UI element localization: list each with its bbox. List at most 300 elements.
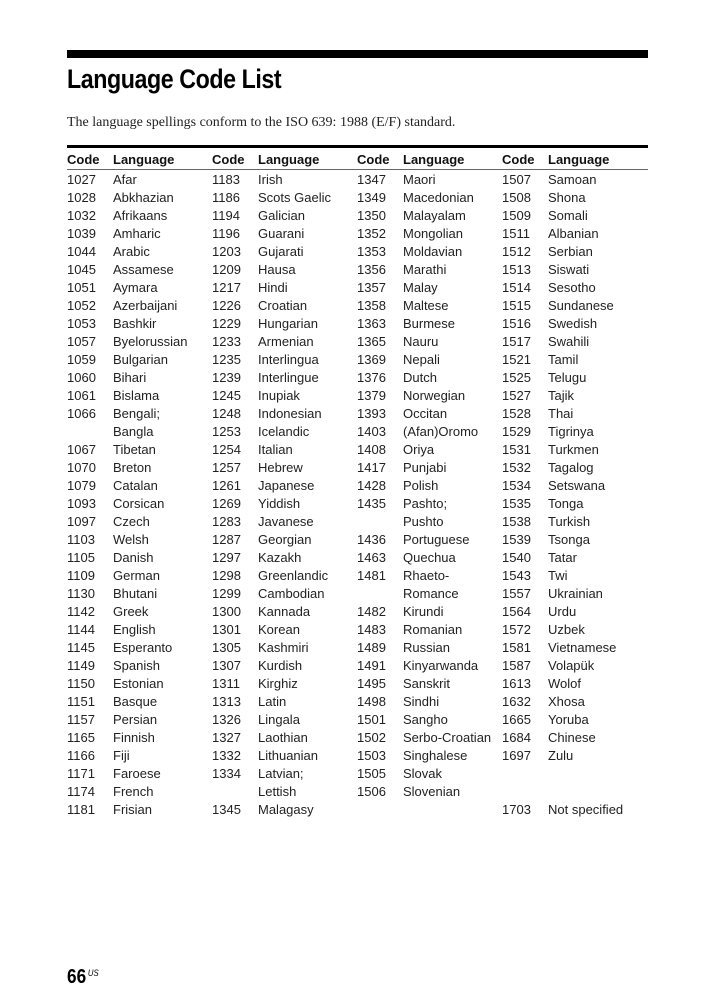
language-name: Persian	[113, 711, 158, 727]
table-header	[67, 150, 212, 168]
language-code: 1495	[357, 675, 386, 691]
table-row	[212, 314, 357, 332]
table-row	[212, 548, 357, 566]
language-code: 1538	[502, 513, 531, 529]
language-name: Telugu	[548, 369, 587, 385]
table-top-rule	[67, 145, 648, 148]
page-title: Language Code List	[67, 64, 282, 94]
table-row	[502, 638, 647, 656]
table-row	[212, 800, 357, 818]
table-row	[357, 458, 502, 476]
language-name: Uzbek	[548, 621, 585, 637]
language-code: 1508	[502, 189, 531, 205]
table-column-2	[212, 150, 357, 818]
language-name: Albanian	[548, 225, 599, 241]
table-row	[357, 602, 502, 620]
language-code: 1539	[502, 531, 531, 547]
language-name: Turkish	[548, 513, 591, 529]
table-row	[212, 404, 357, 422]
language-code: 1507	[502, 171, 531, 187]
language-code: 1463	[357, 549, 386, 565]
language-code: 1311	[212, 675, 240, 691]
language-name: Mongolian	[403, 225, 463, 241]
language-code: 1334	[212, 765, 241, 781]
table-row	[357, 764, 502, 782]
language-code: 1097	[67, 513, 96, 529]
table-row	[502, 188, 647, 206]
language-code: 1529	[502, 423, 531, 439]
language-code: 1217	[212, 279, 241, 295]
language-name: Romanian	[403, 621, 463, 637]
language-code: 1053	[67, 315, 96, 331]
table-row	[67, 260, 212, 278]
table-row	[212, 206, 357, 224]
table-row	[502, 242, 647, 260]
page-subtitle: The language spellings conform to the ISO 639: 1988 (E/F) standard.	[67, 115, 456, 130]
language-name: Inupiak	[258, 387, 300, 403]
language-name: Hungarian	[258, 315, 318, 331]
language-code: 1052	[67, 297, 96, 313]
table-row	[67, 638, 212, 656]
language-name: Lettish	[258, 783, 297, 799]
table-row	[502, 746, 647, 764]
language-code: 1203	[212, 243, 241, 259]
language-code: 1235	[212, 351, 241, 367]
language-code: 1534	[502, 477, 531, 493]
language-code: 1059	[67, 351, 96, 367]
table-row	[67, 170, 212, 188]
table-row	[212, 656, 357, 674]
language-code: 1045	[67, 261, 96, 277]
language-code: 1369	[357, 351, 386, 367]
language-name: Tajik	[548, 387, 575, 403]
language-code: 1703	[502, 801, 531, 817]
language-code: 1535	[502, 495, 531, 511]
language-code: 1165	[67, 729, 95, 745]
language-name: Oriya	[403, 441, 435, 457]
table-row	[357, 224, 502, 242]
table-row	[212, 332, 357, 350]
language-name: Dutch	[403, 369, 437, 385]
table-row	[212, 782, 357, 800]
language-name: Malayalam	[403, 207, 466, 223]
table-row	[67, 278, 212, 296]
language-name: Interlingua	[258, 351, 319, 367]
language-code: 1300	[212, 603, 241, 619]
table-row	[502, 692, 647, 710]
language-name: Sangho	[403, 711, 448, 727]
language-code: 1307	[212, 657, 241, 673]
table-row	[357, 512, 502, 530]
table-row	[357, 386, 502, 404]
table-column-3	[357, 150, 502, 818]
table-row	[502, 368, 647, 386]
language-code: 1066	[67, 405, 96, 421]
language-code: 1684	[502, 729, 531, 745]
language-name: Ukrainian	[548, 585, 603, 601]
language-name: Georgian	[258, 531, 312, 547]
header-code: Code	[357, 151, 390, 167]
table-row	[357, 260, 502, 278]
table-row	[212, 350, 357, 368]
language-name: Welsh	[113, 531, 149, 547]
table-row	[67, 350, 212, 368]
table-row	[212, 746, 357, 764]
table-column-1	[67, 150, 212, 818]
table-row	[357, 494, 502, 512]
table-row	[357, 620, 502, 638]
language-code: 1501	[357, 711, 386, 727]
table-row	[357, 638, 502, 656]
language-name: Maori	[403, 171, 436, 187]
language-name: Marathi	[403, 261, 447, 277]
language-name: Japanese	[258, 477, 315, 493]
language-code: 1032	[67, 207, 96, 223]
table-row	[357, 728, 502, 746]
language-name: Bihari	[113, 369, 147, 385]
language-name: Fiji	[113, 747, 130, 763]
table-row	[212, 296, 357, 314]
table-row	[357, 368, 502, 386]
table-header	[502, 150, 647, 168]
table-row	[357, 332, 502, 350]
language-code: 1145	[67, 639, 95, 655]
language-name: Guarani	[258, 225, 305, 241]
table-row	[357, 314, 502, 332]
language-code: 1245	[212, 387, 241, 403]
language-code: 1151	[67, 693, 95, 709]
table-row	[502, 386, 647, 404]
language-name: Malay	[403, 279, 438, 295]
language-code: 1103	[67, 531, 95, 547]
language-code: 1532	[502, 459, 531, 475]
table-row	[67, 206, 212, 224]
table-row	[502, 440, 647, 458]
table-row	[357, 206, 502, 224]
table-row	[67, 764, 212, 782]
table-row	[212, 458, 357, 476]
language-code: 1483	[357, 621, 386, 637]
language-code: 1482	[357, 603, 386, 619]
language-code: 1528	[502, 405, 531, 421]
table-row	[67, 440, 212, 458]
language-code: 1435	[357, 495, 386, 511]
language-code: 1513	[502, 261, 531, 277]
language-name: Catalan	[113, 477, 158, 493]
table-row	[357, 548, 502, 566]
language-name: Tagalog	[548, 459, 594, 475]
language-code: 1540	[502, 549, 531, 565]
language-name: Kurdish	[258, 657, 303, 673]
table-row	[357, 476, 502, 494]
language-name: Somali	[548, 207, 588, 223]
language-code: 1105	[67, 549, 95, 565]
language-name: Arabic	[113, 243, 150, 259]
table-row	[212, 728, 357, 746]
table-row	[502, 422, 647, 440]
language-code: 1149	[67, 657, 95, 673]
language-name: Norwegian	[403, 387, 466, 403]
table-row	[357, 746, 502, 764]
language-code: 1352	[357, 225, 386, 241]
language-code: 1079	[67, 477, 96, 493]
language-code: 1229	[212, 315, 241, 331]
language-code: 1428	[357, 477, 386, 493]
table-row	[502, 404, 647, 422]
table-row	[67, 800, 212, 818]
language-code: 1557	[502, 585, 531, 601]
table-row	[502, 350, 647, 368]
table-row	[502, 728, 647, 746]
language-name: Occitan	[403, 405, 448, 421]
language-code: 1353	[357, 243, 386, 259]
language-code: 1181	[67, 801, 95, 817]
language-code: 1613	[502, 675, 531, 691]
language-code: 1357	[357, 279, 386, 295]
table-row	[67, 602, 212, 620]
table-row	[67, 404, 212, 422]
region-code: US	[87, 968, 99, 978]
language-name: Bengali;	[113, 405, 160, 421]
table-row	[67, 512, 212, 530]
language-code: 1194	[212, 207, 240, 223]
language-name: Swedish	[548, 315, 598, 331]
header-code: Code	[212, 151, 245, 167]
table-row	[357, 278, 502, 296]
language-code: 1332	[212, 747, 241, 763]
language-name: German	[113, 567, 160, 583]
table-row	[67, 584, 212, 602]
table-row	[212, 260, 357, 278]
language-name: Bangla	[113, 423, 154, 439]
table-row	[502, 602, 647, 620]
page-number-value: 66	[67, 966, 87, 988]
language-name: Punjabi	[403, 459, 447, 475]
language-name: Tamil	[548, 351, 579, 367]
table-row	[502, 494, 647, 512]
table-row	[502, 584, 647, 602]
table-row	[502, 224, 647, 242]
language-code: 1516	[502, 315, 531, 331]
language-name: Indonesian	[258, 405, 322, 421]
header-language: Language	[548, 151, 610, 167]
language-code: 1028	[67, 189, 96, 205]
language-code: 1491	[357, 657, 386, 673]
language-code: 1044	[67, 243, 96, 259]
table-row	[502, 260, 647, 278]
table-row	[212, 620, 357, 638]
language-code: 1313	[212, 693, 241, 709]
language-name: Sesotho	[548, 279, 596, 295]
language-name: Malagasy	[258, 801, 314, 817]
table-row	[67, 422, 212, 440]
language-name: Siswati	[548, 261, 590, 277]
language-name: Basque	[113, 693, 158, 709]
table-row	[357, 530, 502, 548]
header-code: Code	[67, 151, 100, 167]
table-row	[67, 782, 212, 800]
table-row	[212, 512, 357, 530]
language-code: 1248	[212, 405, 241, 421]
language-name: Danish	[113, 549, 154, 565]
table-row	[67, 746, 212, 764]
language-code: 1436	[357, 531, 386, 547]
table-row	[212, 188, 357, 206]
language-name: Scots Gaelic	[258, 189, 331, 205]
language-name: Tibetan	[113, 441, 156, 457]
language-code: 1327	[212, 729, 241, 745]
table-row	[357, 584, 502, 602]
table-row	[67, 314, 212, 332]
table-row	[67, 566, 212, 584]
language-name: Wolof	[548, 675, 581, 691]
table-row	[502, 530, 647, 548]
language-name: Vietnamese	[548, 639, 617, 655]
table-row	[212, 368, 357, 386]
language-code: 1509	[502, 207, 531, 223]
language-name: Twi	[548, 567, 568, 583]
language-name: Faroese	[113, 765, 161, 781]
language-name: Armenian	[258, 333, 314, 349]
language-name: (Afan)Oromo	[403, 423, 479, 439]
language-name: Russian	[403, 639, 450, 655]
language-name: Rhaeto-	[403, 567, 450, 583]
table-row	[502, 566, 647, 584]
language-code: 1587	[502, 657, 531, 673]
language-code: 1283	[212, 513, 241, 529]
language-name: Afar	[113, 171, 137, 187]
table-row	[212, 242, 357, 260]
language-name: Serbo-Croatian	[403, 729, 492, 745]
language-name: Korean	[258, 621, 300, 637]
language-name: Quechua	[403, 549, 456, 565]
table-row	[357, 404, 502, 422]
table-row	[212, 170, 357, 188]
header-language: Language	[113, 151, 175, 167]
table-row	[212, 584, 357, 602]
language-name: Moldavian	[403, 243, 463, 259]
language-name: Czech	[113, 513, 150, 529]
table-row	[502, 278, 647, 296]
language-code: 1070	[67, 459, 96, 475]
language-code: 1403	[357, 423, 386, 439]
language-name: Pashto;	[403, 495, 448, 511]
language-code: 1027	[67, 171, 96, 187]
language-code: 1514	[502, 279, 531, 295]
language-code: 1142	[67, 603, 95, 619]
table-row	[502, 458, 647, 476]
language-name: Hindi	[258, 279, 288, 295]
language-name: Sanskrit	[403, 675, 450, 691]
language-code: 1305	[212, 639, 241, 655]
table-row	[502, 476, 647, 494]
language-name: Serbian	[548, 243, 593, 259]
table-row	[502, 296, 647, 314]
language-name: Croatian	[258, 297, 308, 313]
table-row	[67, 458, 212, 476]
language-name: Kirundi	[403, 603, 444, 619]
language-name: Tatar	[548, 549, 577, 565]
table-row	[67, 548, 212, 566]
table-row	[357, 656, 502, 674]
table-row	[212, 764, 357, 782]
language-name: Hebrew	[258, 459, 303, 475]
language-code: 1269	[212, 495, 241, 511]
language-name: Lingala	[258, 711, 300, 727]
language-name: Irish	[258, 171, 283, 187]
table-row	[212, 530, 357, 548]
table-row	[67, 692, 212, 710]
language-name: Tigrinya	[548, 423, 594, 439]
language-code: 1209	[212, 261, 241, 277]
language-name: Azerbaijani	[113, 297, 178, 313]
language-name: Hausa	[258, 261, 296, 277]
language-code: 1150	[67, 675, 95, 691]
language-name: Yiddish	[258, 495, 301, 511]
table-row	[212, 476, 357, 494]
table-row	[212, 440, 357, 458]
language-name: Kazakh	[258, 549, 302, 565]
language-name: Bulgarian	[113, 351, 168, 367]
language-code: 1506	[357, 783, 386, 799]
language-code-table	[67, 150, 657, 818]
language-name: Xhosa	[548, 693, 585, 709]
language-code: 1174	[67, 783, 95, 799]
language-code: 1349	[357, 189, 386, 205]
language-name: Kashmiri	[258, 639, 309, 655]
table-row	[357, 566, 502, 584]
language-name: Slovak	[403, 765, 443, 781]
table-row	[357, 440, 502, 458]
table-row	[212, 386, 357, 404]
table-row	[357, 710, 502, 728]
language-code: 1093	[67, 495, 96, 511]
language-name: Kannada	[258, 603, 311, 619]
table-row	[357, 170, 502, 188]
language-name: Not specified	[548, 801, 624, 817]
language-name: Tsonga	[548, 531, 590, 547]
language-name: Latvian;	[258, 765, 304, 781]
table-row	[67, 188, 212, 206]
language-name: Chinese	[548, 729, 596, 745]
language-code: 1417	[357, 459, 386, 475]
table-row	[502, 332, 647, 350]
language-code: 1109	[67, 567, 95, 583]
table-row	[357, 188, 502, 206]
table-row	[502, 620, 647, 638]
table-row	[67, 386, 212, 404]
language-code: 1171	[67, 765, 95, 781]
language-name: Frisian	[113, 801, 153, 817]
language-name: Turkmen	[548, 441, 599, 457]
language-name: Bashkir	[113, 315, 157, 331]
language-name: Cambodian	[258, 585, 325, 601]
language-name: Corsican	[113, 495, 165, 511]
table-row	[67, 224, 212, 242]
language-name: Swahili	[548, 333, 590, 349]
language-name: Kirghiz	[258, 675, 298, 691]
language-name: Sundanese	[548, 297, 614, 313]
language-name: Volapük	[548, 657, 595, 673]
table-row	[212, 710, 357, 728]
language-code: 1166	[67, 747, 95, 763]
language-name: Urdu	[548, 603, 577, 619]
language-code: 1299	[212, 585, 241, 601]
language-name: Polish	[403, 477, 439, 493]
table-row	[357, 350, 502, 368]
language-code: 1239	[212, 369, 241, 385]
language-code: 1261	[212, 477, 241, 493]
